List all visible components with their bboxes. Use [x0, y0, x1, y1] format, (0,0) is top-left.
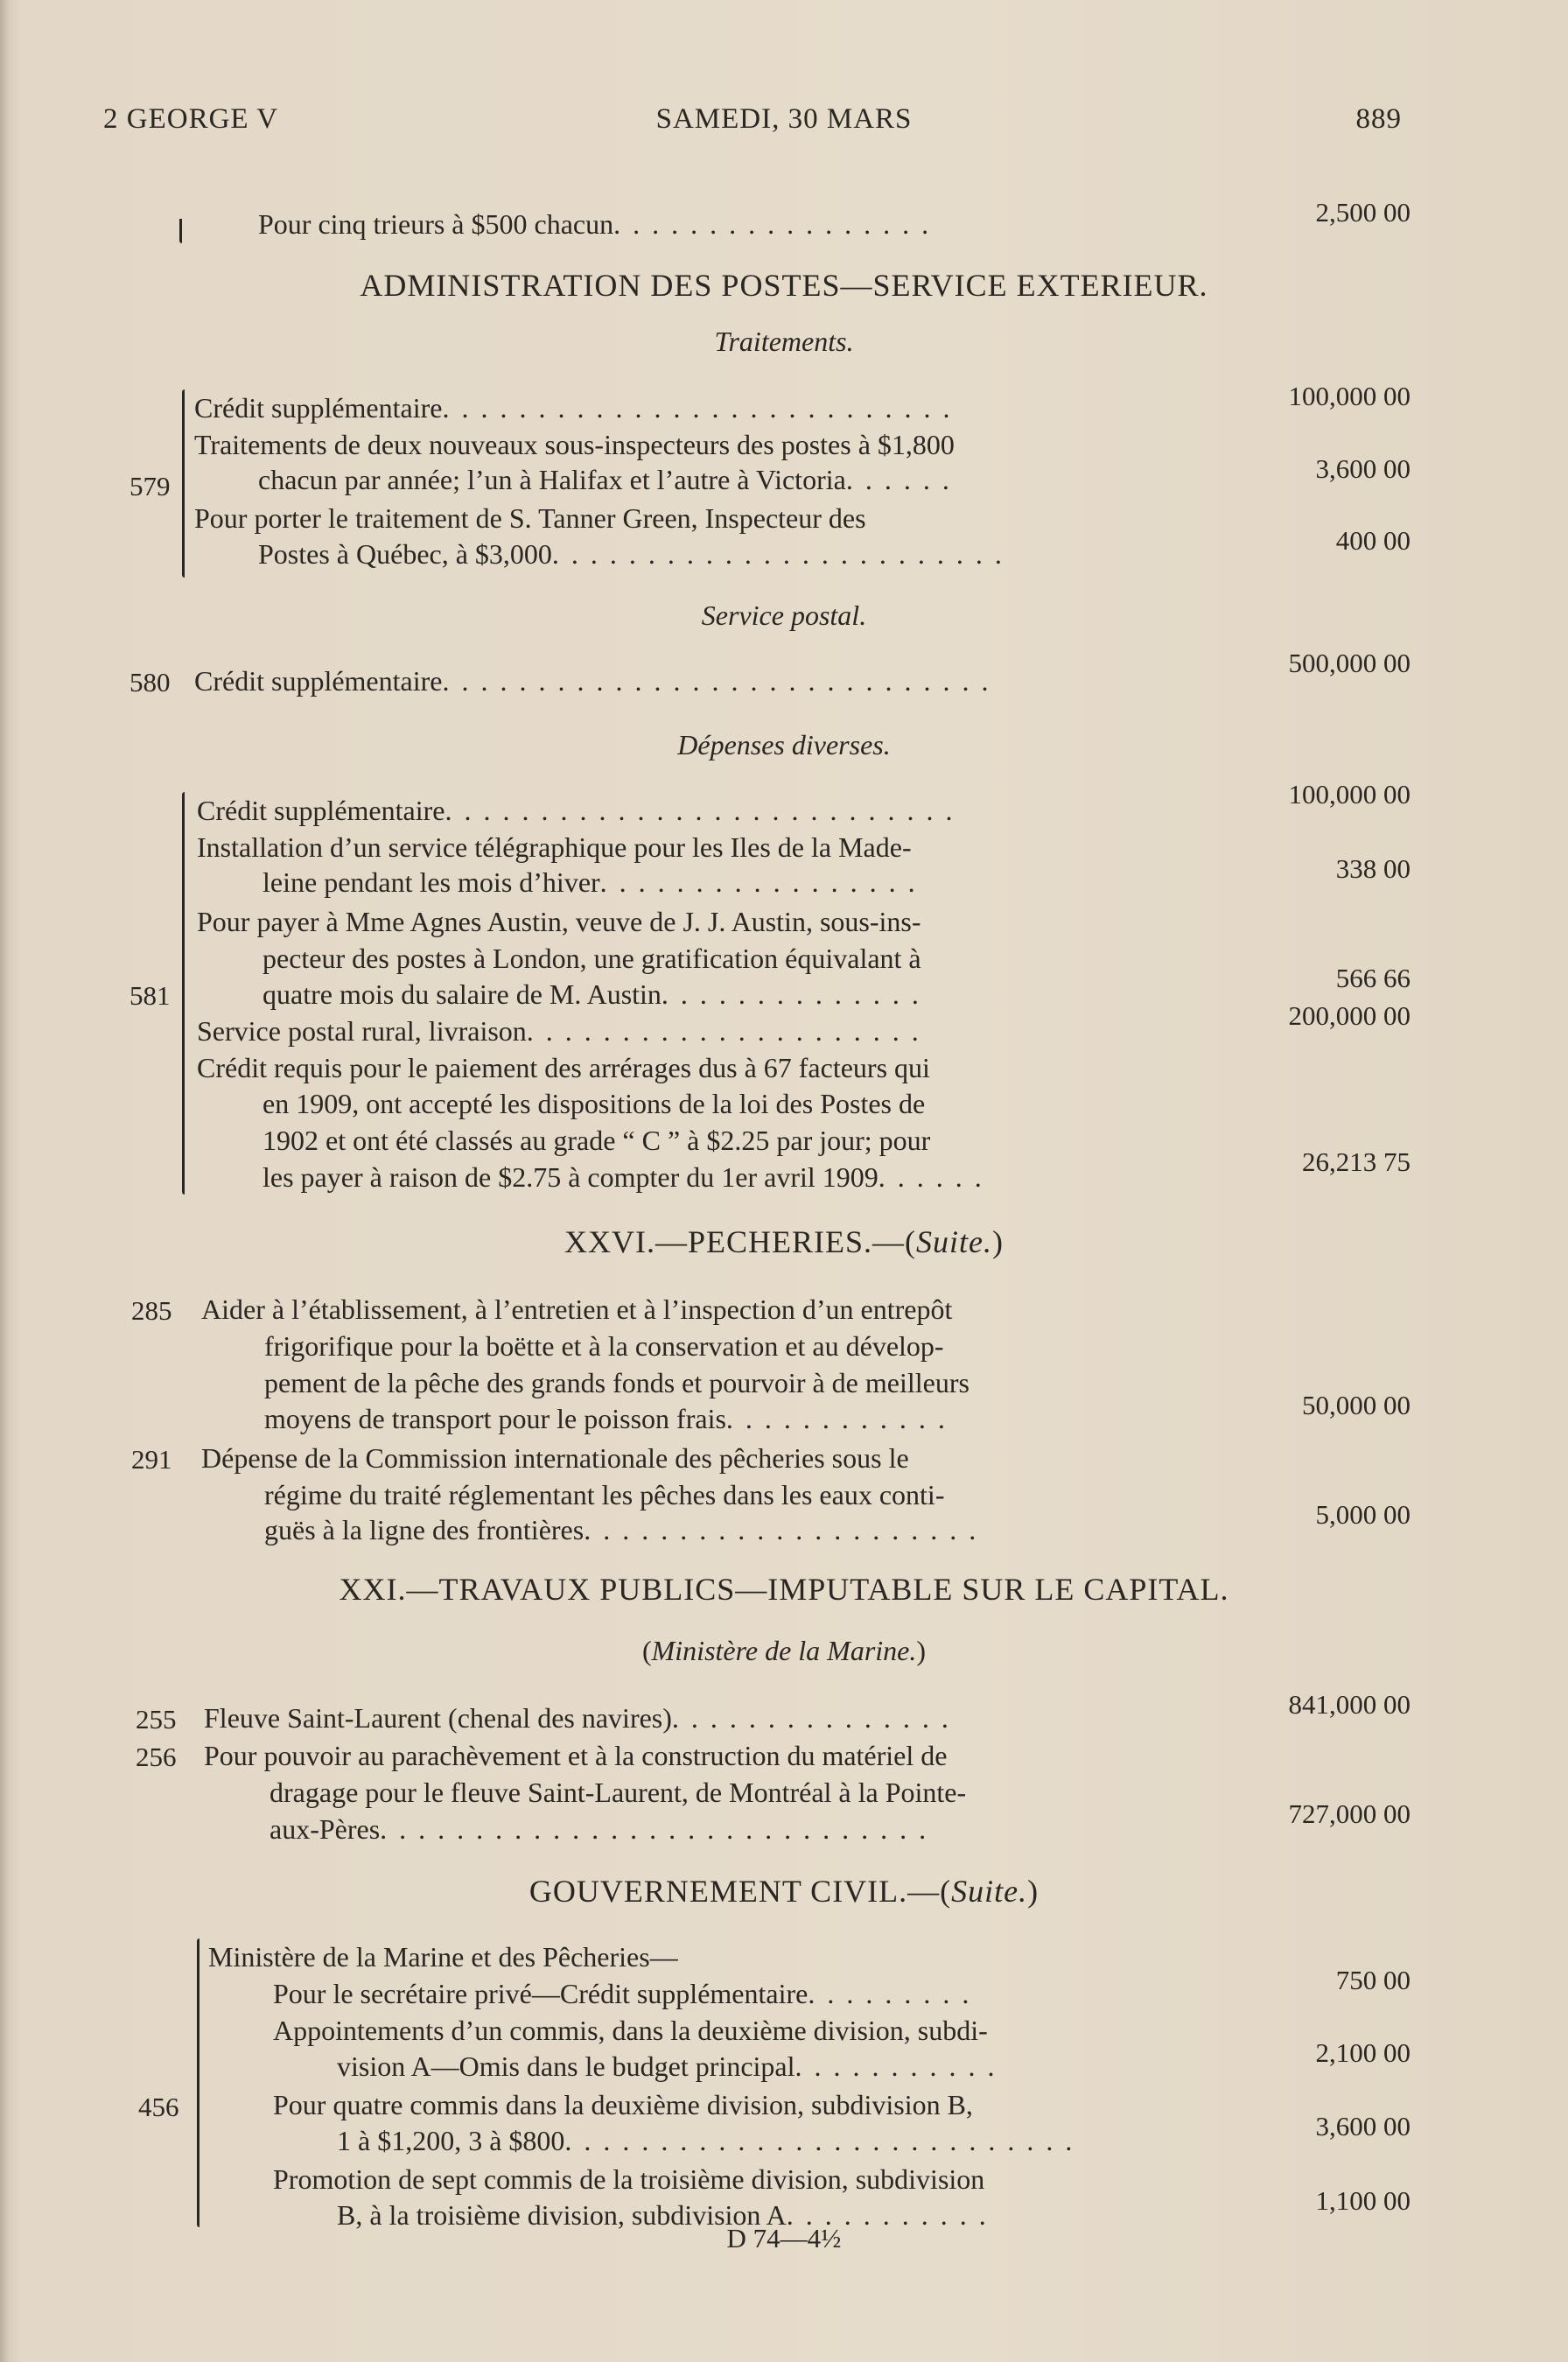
entry-line: moyens de transport pour le poisson frais. . . . . . . . . . . . — [264, 1403, 948, 1434]
entry-line: pement de la pêche des grands fonds et pourvoir à de meilleurs — [264, 1367, 970, 1398]
brace — [182, 792, 185, 1195]
vote-number: 456 — [138, 2092, 179, 2122]
running-header-left: 2 GEORGE V — [103, 103, 279, 135]
section-title-travaux-publics: XXI.—TRAVAUX PUBLICS—IMPUTABLE SUR LE CAPITAL. — [339, 1572, 1229, 1607]
entry-amount: 566 66 — [1335, 963, 1410, 993]
entry-line: pecteur des postes à London, une gratification équivalant à — [262, 943, 921, 974]
vote-number: 579 — [130, 471, 171, 501]
entry-amount: 727,000 00 — [1288, 1798, 1410, 1829]
section-title-postes: ADMINISTRATION DES POSTES—SERVICE EXTERIEUR. — [360, 268, 1208, 303]
entry-amount: 841,000 00 — [1288, 1689, 1410, 1720]
entry-amount: 338 00 — [1335, 853, 1410, 884]
entry-line: les payer à raison de $2.75 à compter du 1er avril 1909. . . . . . — [262, 1161, 984, 1193]
entry-amount: 3,600 00 — [1315, 453, 1410, 484]
entry-line: Fleuve Saint-Laurent (chenal des navires). . . . . . . . . . . . . . . — [204, 1702, 951, 1734]
entry-amount: 5,000 00 — [1315, 1499, 1410, 1530]
entry-line: guës à la ligne des frontières. . . . . . . . . . . . . . . . . . . . . — [264, 1514, 979, 1545]
page-number: 889 — [1355, 103, 1402, 135]
entry-line: Crédit supplémentaire. . . . . . . . . . . . . . . . . . . . . . . . . . . — [194, 392, 953, 424]
entry-amount: 400 00 — [1335, 525, 1410, 556]
entry-amount: 2,500 00 — [1315, 197, 1410, 228]
entry-amount: 750 00 — [1335, 1965, 1410, 1995]
entry-amount: 3,600 00 — [1315, 2111, 1410, 2141]
entry-amount: 100,000 00 — [1288, 381, 1410, 411]
entry-line: régime du traité réglementant les pêches dans les eaux conti- — [264, 1479, 945, 1510]
entry-amount: 2,100 00 — [1315, 2037, 1410, 2068]
entry-line: B, à la troisième division, subdivision A. . . . . . . . . . . — [337, 2199, 989, 2231]
subheading-service-postal: Service postal. — [701, 599, 867, 631]
vote-number: 581 — [130, 980, 171, 1011]
entry-amount: 50,000 00 — [1302, 1390, 1410, 1420]
entry-line: aux-Pères. . . . . . . . . . . . . . . . . . . . . . . . . . . . . — [270, 1813, 929, 1845]
entry-amount: 500,000 00 — [1288, 648, 1410, 678]
entry-line: frigorifique pour la boëtte et à la conservation et au dévelop- — [264, 1330, 944, 1362]
entry-line: Appointements d’un commis, dans la deuxième division, subdi- — [273, 2015, 988, 2046]
subheading-traitements: Traitements. — [714, 326, 854, 357]
entry-line: 1902 et ont été classés au grade “ C ” à $2.25 par jour; pour — [262, 1125, 931, 1156]
vote-number: 255 — [136, 1704, 177, 1735]
entry-amount: 1,100 00 — [1315, 2185, 1410, 2216]
entry-amount: 26,213 75 — [1302, 1146, 1410, 1177]
entry-line: Pour quatre commis dans la deuxième division, subdivision B, — [273, 2089, 973, 2120]
entry-amount: 200,000 00 — [1288, 1000, 1410, 1031]
entry-line: Ministère de la Marine et des Pêcheries— — [208, 1941, 678, 1973]
entry-line: Promotion de sept commis de la troisième division, subdivision — [273, 2163, 985, 2195]
subheading-depenses-diverses: Dépenses diverses. — [677, 729, 891, 760]
entry-line: Crédit supplémentaire. . . . . . . . . . . . . . . . . . . . . . . . . . . — [197, 795, 956, 826]
entry-line: Pour le secrétaire privé—Crédit supplémentaire. . . . . . . . . — [273, 1978, 972, 2009]
section-title-gouvernement-civil: GOUVERNEMENT CIVIL.—(Suite.) — [528, 1874, 1040, 1909]
entry-line: 1 à $1,200, 3 à $800. . . . . . . . . . . . . . . . . . . . . . . . . . . — [337, 2125, 1075, 2156]
vote-number: 285 — [131, 1295, 172, 1326]
vote-number: 291 — [131, 1444, 172, 1475]
entry-line: Pour payer à Mme Agnes Austin, veuve de J. J. Austin, sous-ins- — [197, 906, 921, 937]
page-footer-signature: D 74—4½ — [726, 2223, 842, 2253]
entry-line: Pour pouvoir au parachèvement et à la construction du matériel de — [204, 1740, 948, 1771]
entry-line: dragage pour le fleuve Saint-Laurent, de Montréal à la Pointe- — [270, 1777, 967, 1808]
entry-line: en 1909, ont accepté les dispositions de la loi des Postes de — [262, 1088, 926, 1119]
entry-line: Postes à Québec, à $3,000. . . . . . . . . . . . . . . . . . . . . . . . — [258, 538, 1004, 570]
brace — [197, 1938, 200, 2227]
entry-line: Service postal rural, livraison. . . . . . . . . . . . . . . . . . . . . — [197, 1015, 921, 1047]
subheading-ministere-marine: (Ministère de la Marine.) — [641, 1635, 927, 1666]
entry-line: Crédit requis pour le paiement des arrérages dus à 67 facteurs qui — [197, 1052, 930, 1083]
entry-line: Dépense de la Commission internationale des pêcheries sous le — [201, 1442, 909, 1474]
vote-number: 256 — [136, 1742, 177, 1772]
entry-amount: 100,000 00 — [1288, 779, 1410, 810]
brace — [182, 389, 185, 578]
entry-line: leine pendant les mois d’hiver. . . . . . . . . . . . . . . . . — [262, 866, 918, 898]
running-header-date: SAMEDI, 30 MARS — [655, 103, 913, 135]
entry-line: Pour cinq trieurs à $500 chacun. . . . . . . . . . . . . . . . . — [258, 208, 932, 240]
entry-line: quatre mois du salaire de M. Austin. . . . . . . . . . . . . . — [262, 978, 921, 1010]
entry-line: Crédit supplémentaire. . . . . . . . . . . . . . . . . . . . . . . . . . . . . — [194, 665, 991, 697]
entry-line: Aider à l’établissement, à l’entretien et à l’inspection d’un entrepôt — [201, 1293, 953, 1325]
entry-line: chacun par année; l’un à Halifax et l’autre à Victoria. . . . . . — [258, 464, 952, 495]
entry-line: vision A—Omis dans le budget principal. . . . . . . . . . . — [337, 2050, 998, 2082]
section-title-pecheries: XXVI.—PECHERIES.—(Suite.) — [564, 1224, 1004, 1259]
entry-line: Traitements de deux nouveaux sous-inspecteurs des postes à $1,800 — [194, 429, 955, 460]
vote-number: 580 — [130, 667, 171, 697]
brace-fragment — [179, 219, 182, 243]
entry-line: Pour porter le traitement de S. Tanner Green, Inspecteur des — [194, 502, 866, 534]
entry-line: Installation d’un service télégraphique pour les Iles de la Made- — [197, 831, 912, 863]
